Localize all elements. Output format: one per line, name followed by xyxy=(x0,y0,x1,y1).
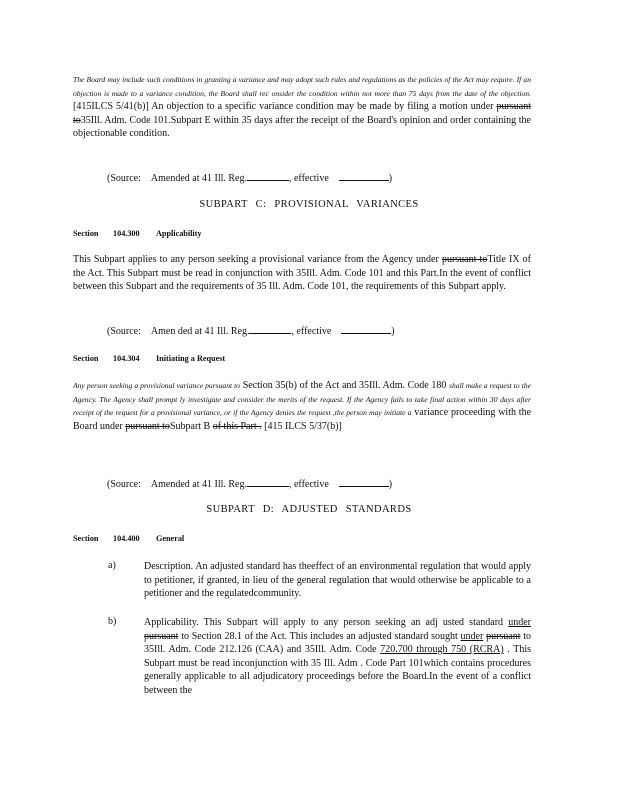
statutory-italic-text: The Board may include such conditions in granting a variance and may adopt such rules and regulations as the policies of the Act may require. If an objection is made to a variance condition, the Board shall rec onsider the condition within not more than 75 days from the date of the objection. xyxy=(73,75,531,98)
section-heading: Section 104.300 Applicability xyxy=(73,229,202,238)
subpart-heading: SUBPART D: ADJUSTED STANDARDS xyxy=(206,504,412,515)
struck-text: pursuant xyxy=(144,630,179,642)
struck-text: pursuant xyxy=(486,630,521,642)
struck-text: pursuant to xyxy=(441,254,488,265)
subpart-heading: SUBPART C: PROVISIONAL VARIANCES xyxy=(199,199,419,210)
item-description: Description. An adjusted standard has theeffect of an environmental regulation that would apply to petitioner, if granted, in lieu of the general regulation that would otherwise be applicable to a petitioner and the regulatedcommunity. xyxy=(144,561,531,599)
paragraph-applicability: This Subpart applies to any person seeking a provisional variance from the Agency under pursuant toTitle IX of the Act. This Subpart must be read in conjunction with 35Ill. Adm. Code 101 and this Part.In the event of conflict between this Subpart and the requirements of 35 Ill. Adm. Code 101, the requirements of this Subpart apply. xyxy=(73,254,532,292)
body-text: 35Ill. Adm. Code 101.Subpart E within 35 days after the receipt of the Board's opinion and order containing the objectionable condition. xyxy=(73,114,531,139)
struck-text: pursuant to xyxy=(73,101,531,126)
source-note: (Source: Amended at 41 Ill. Reg. , effective ) xyxy=(107,173,393,184)
underlined-text: 720.700 through 750 (RCRA) xyxy=(380,644,504,655)
section-heading: Section 104.304 Initiating a Request xyxy=(73,354,226,363)
item-marker: a) xyxy=(108,560,116,571)
source-note: (Source: Amen ded at 41 Ill. Reg. , effective ) xyxy=(107,326,395,337)
paragraph-initiating-request: Any person seeking a provisional variance pursuant to Section 35(b) of the Act and 35Ill. Adm. Code 180 shall make a request to the Agency. The Agency shall prompt ly investigate and consider the merits of the request. If the Agency fails to take final action within 30 days after receipt of the request for a provisional variance, or if the Agency denies the request ,the person may initiate a variance proceeding with the Board under pursuant toSubpart B of this Part . [415 ILCS 5/37(b)] xyxy=(73,380,532,432)
underlined-text: under xyxy=(460,630,484,642)
blank-line xyxy=(247,477,289,487)
body-text: An objection to a specific variance condition may be made by filing a motion under xyxy=(151,101,494,112)
paragraph-variance-conditions xyxy=(73,73,531,141)
blank-line xyxy=(341,324,391,334)
blank-line xyxy=(339,171,389,181)
underlined-text: under xyxy=(508,617,532,628)
struck-text: pursuant to xyxy=(125,420,170,432)
struck-text: of this Part . xyxy=(212,420,262,432)
item-applicability: Applicability. This Subpart will apply to any person seeking an adj usted standard under pursuant to Section 28.1 of the Act. This includes an adjusted standard sought under pursuant to 35Ill. Adm. Code 212.126 (CAA) and 35Ill. Adm. Code 720.700 through 750 (RCRA) . This Subpart must be read inconjunction with 35 Ill. Adm . Code Part 101which contains procedures generally applicable to all adjudicatory proceedings before the Board.In the event of a conflict between the xyxy=(144,617,532,696)
blank-line xyxy=(247,171,289,181)
blank-line xyxy=(339,477,389,487)
section-heading: Section 104.400 General xyxy=(73,534,185,543)
source-note: (Source: Amended at 41 Ill. Reg. , effective ) xyxy=(107,479,393,490)
blank-line xyxy=(249,324,291,334)
citation: [415ILCS 5/41(b)] xyxy=(73,101,149,112)
item-marker: b) xyxy=(108,616,117,627)
